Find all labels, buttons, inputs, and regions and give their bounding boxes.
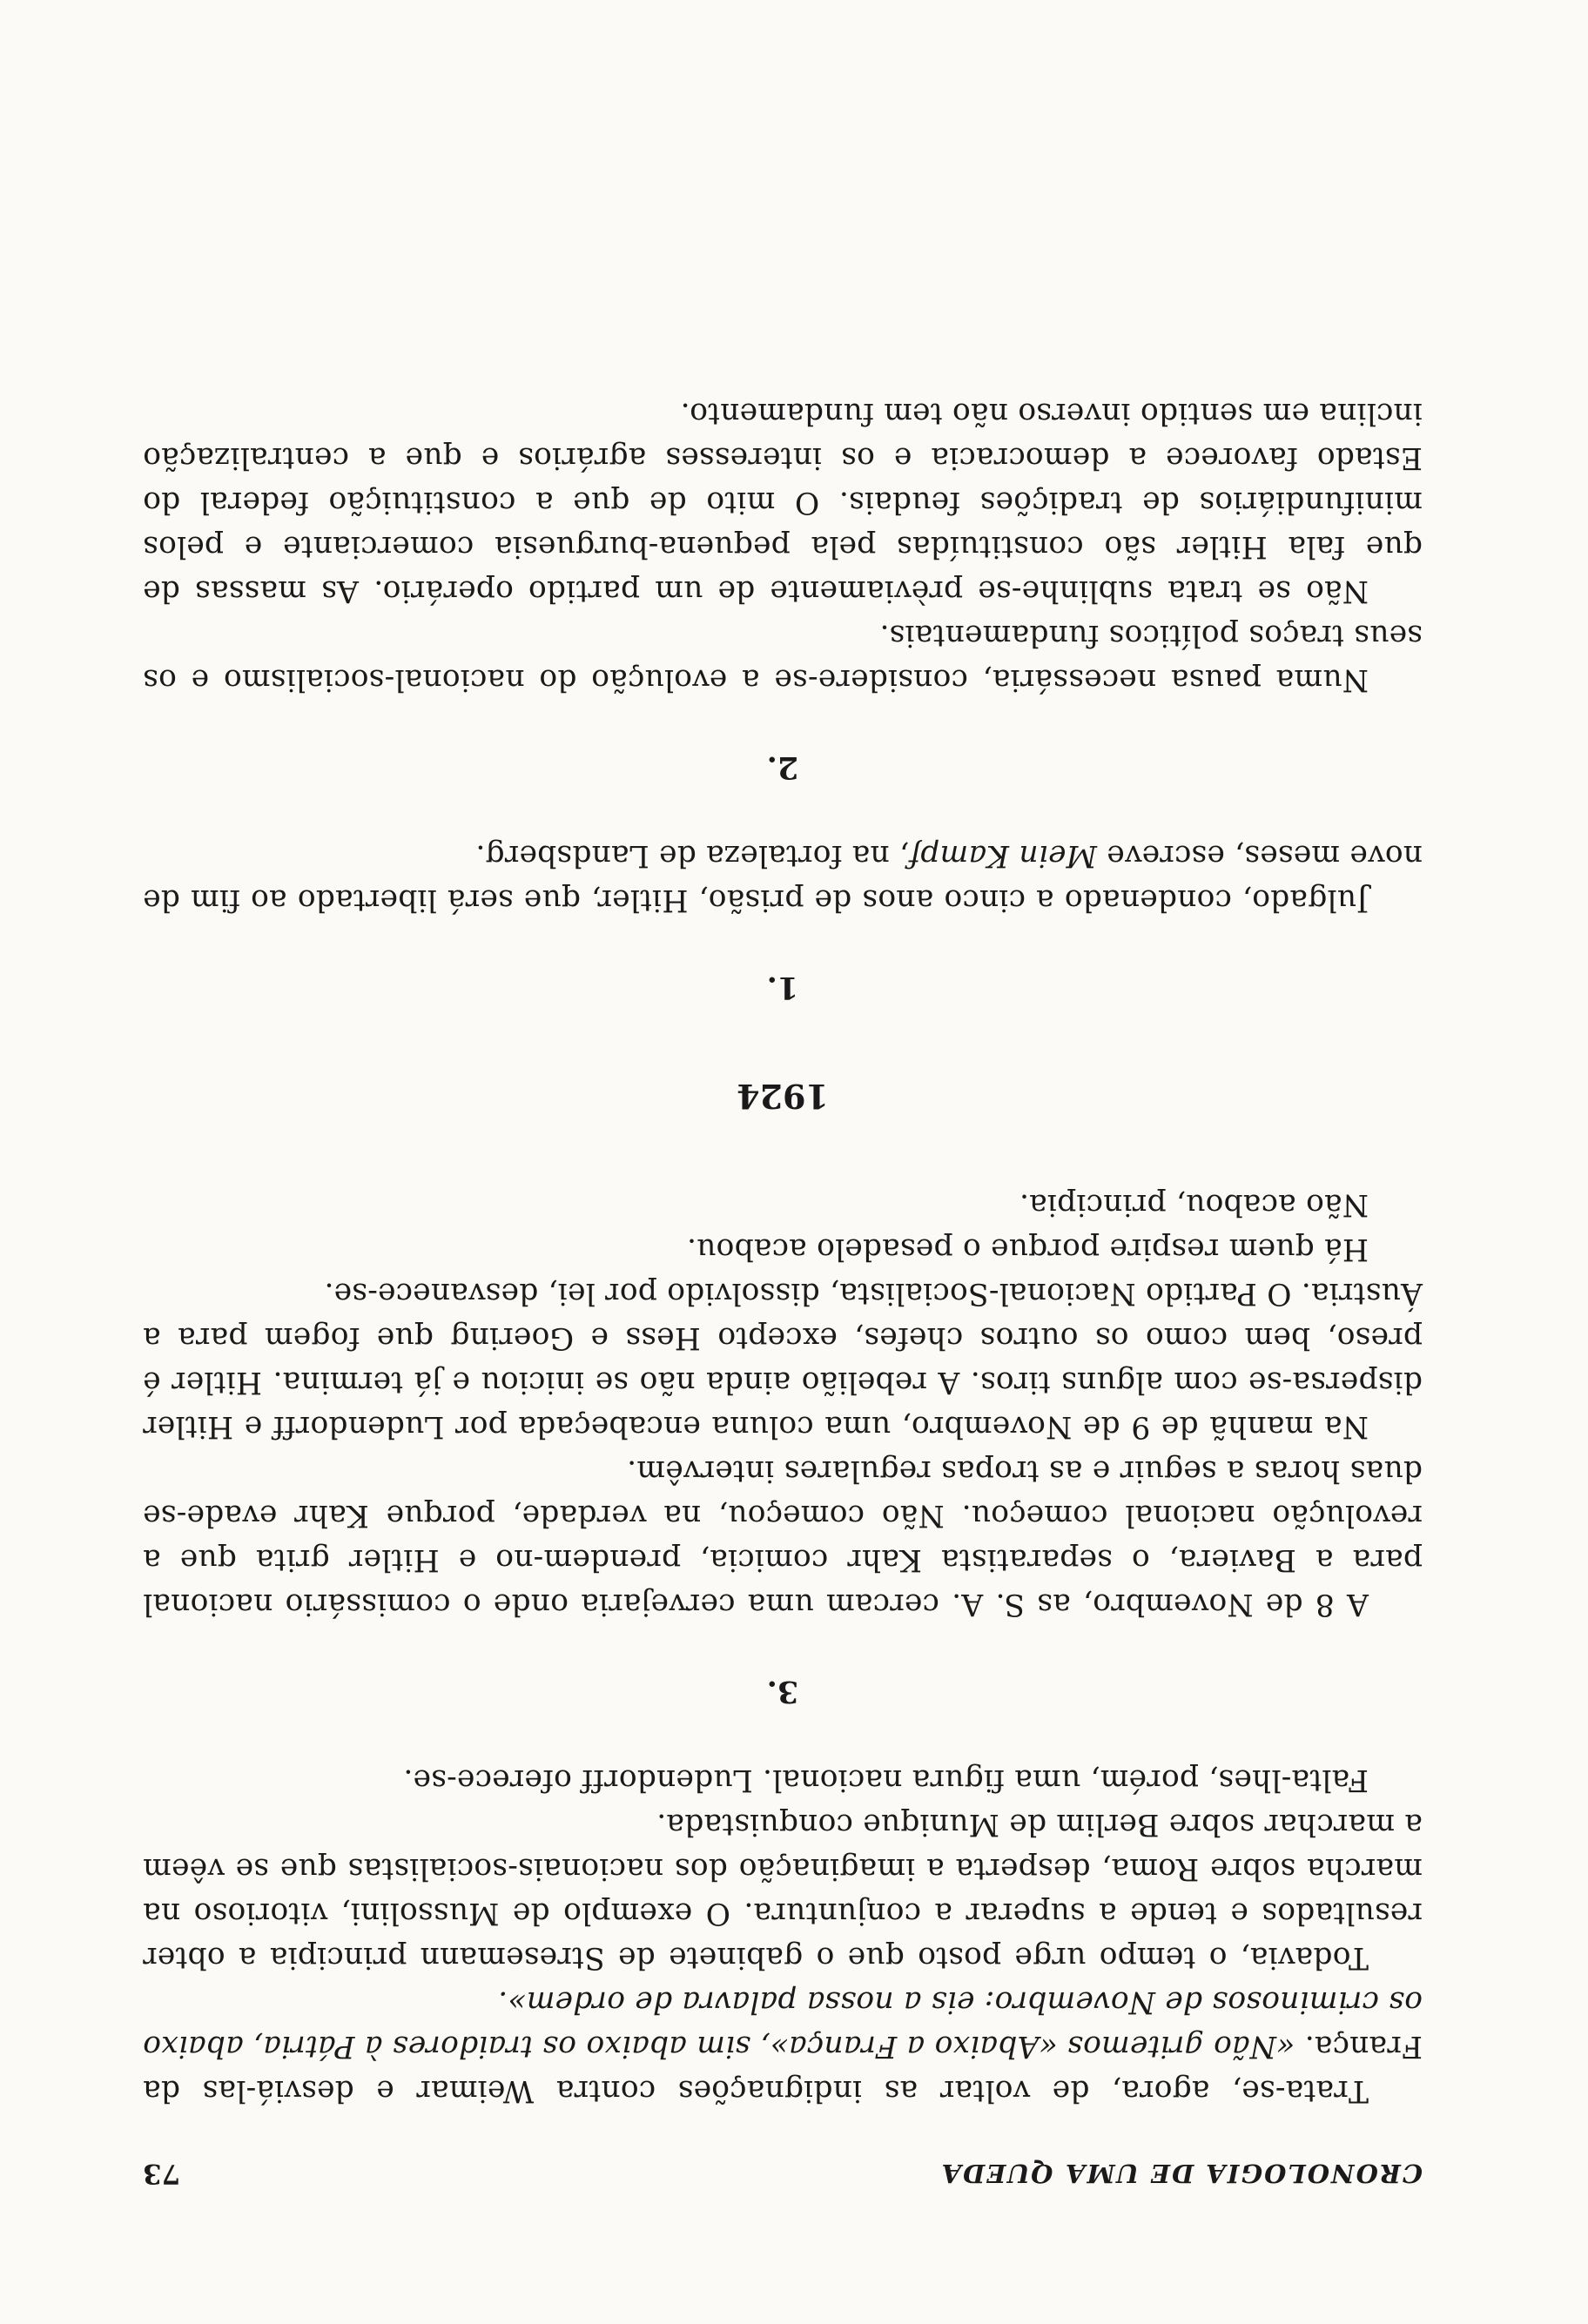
paragraph-beginning: Não acabou, principia. [1019,1187,1369,1222]
paragraph-stresemann: Todavia, o tempo urge posto que o gabinete de Stresemann principia a obter resultados e tende a superar a conjuntura. O exemplo de Mussolini, vitorioso na marcha sobre Roma, desperta a imaginação dos nacionais-socialistas que se vêem a marchar sobre Berlim de Munique conquistada. [143,1807,1423,1975]
paragraph-ludendorff: Falta-lhes, porém, uma figura nacional. Ludendorff oferece-se. [403,1763,1369,1797]
page-number: 73 [143,2158,181,2189]
paragraph-relief: Há quem respire porque o pesadelo acabou. [686,1232,1369,1266]
paragraph-weimar [143,1979,1423,2112]
section-number-3: 3. [766,1674,799,1709]
paragraph-masses: Não se trata sublinhe-se prèviamente de um partido operário. As massas de que fala Hitler são constituídas pela pequena-burguesia comerciante e pelos minifundiários de tradições feudais. O mito de que a constituição federal do Estado favorece a democracia e os interesses agrários e que a centralização inclina em sentido inverso não tem fundamento. [143,396,1423,608]
section-number-1: 1. [766,970,799,1005]
paragraph-pause: Numa pausa necessária, considere-se a evolução do nacional-socialismo e os seus traços políticos fundamentais. [143,618,1423,697]
paragraph-putsch: A 8 de Novembro, as S. A. cercam uma cervejaria onde o comissário nacional para a Baviera, o separatista Kahr comicia, prendem-no e Hitler grita que a revolução nacional começou. Não começou, na verdade, porque Kahr evade-se duas horas a seguir e as tropas regulares intervêm. [143,1454,1423,1622]
section-number-2: 2. [766,749,799,785]
page-content [143,391,1423,2189]
paragraph-ninth-november: Na manhã de 9 de Novembro, uma coluna encabeçada por Ludendorff e Hitler dispersa-se com alguns tiros. A rebelião ainda não se iniciou e já termina. Hitler é preso, bem como os outros chefes, excepto Hess e Goering que fogem para a Áustria. O Partido Nacional-Socialista, dissolvido por lei, desvanece-se. [143,1276,1423,1444]
paragraph-text: Julgado, condenado a cinco anos de prisão, Hitler, que será libertado ao fim de nove meses, escreve [143,838,1423,917]
running-header [143,2137,1423,2189]
paragraph-text: Trata-se, agora, de voltar as indignações contra Weimar e desviá-las da França. [143,2029,1423,2108]
paragraph-text: , na fortaleza de Landsberg. [475,838,910,873]
year-heading: 1924 [737,1077,829,1116]
paragraph-trial [143,833,1423,922]
quotation-italic: «Não gritemos «Abaixo a França», sim abaixo os traidores à Pátria, abaixo os criminosos de Novembro: eis a nossa palavra de ordem». [143,1985,1423,2064]
running-title: CRONOLOGIA DE UMA QUEDA [939,2159,1423,2188]
book-title-italic: Mein Kampf [909,838,1098,873]
